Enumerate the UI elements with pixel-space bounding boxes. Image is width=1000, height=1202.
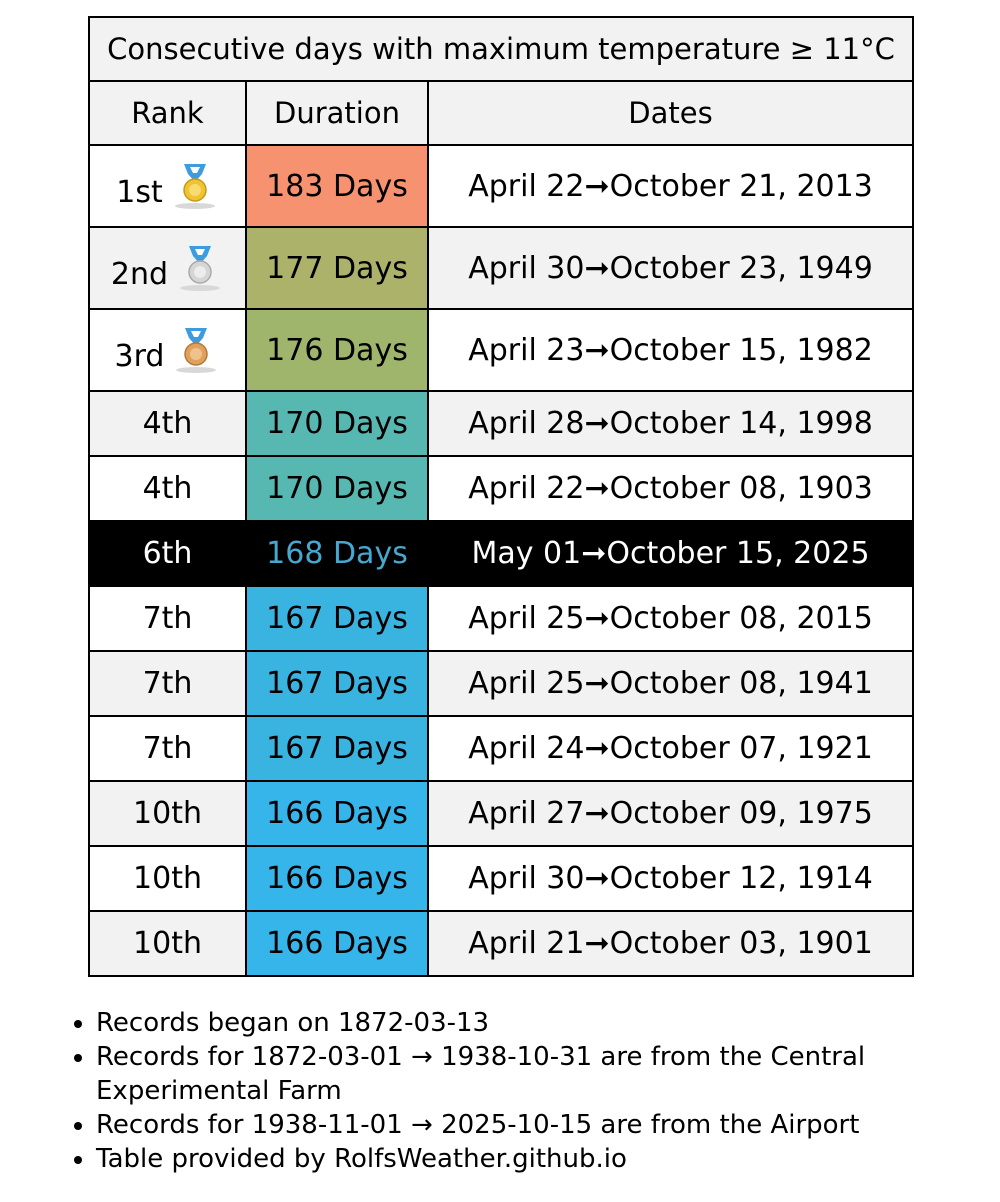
dates-cell: April 22➞October 21, 2013 <box>428 145 913 227</box>
duration-cell: 166 Days <box>246 911 428 976</box>
dates-cell: April 21➞October 03, 1901 <box>428 911 913 976</box>
duration-cell: 167 Days <box>246 651 428 716</box>
table-row <box>89 846 913 911</box>
rank-cell: 6th <box>89 521 246 586</box>
duration-cell: 167 Days <box>246 586 428 651</box>
duration-cell: 168 Days <box>246 521 428 586</box>
note-item: • Table provided by RolfsWeather.github.io <box>96 1142 956 1176</box>
rank-cell: 10th <box>89 781 246 846</box>
duration-cell: 167 Days <box>246 716 428 781</box>
dates-header: Dates <box>428 81 913 145</box>
dates-cell: April 25➞October 08, 2015 <box>428 586 913 651</box>
table-row <box>89 716 913 781</box>
dates-cell: May 01➞October 15, 2025 <box>428 521 913 586</box>
dates-cell: April 24➞October 07, 1921 <box>428 716 913 781</box>
gold-medal-icon <box>171 160 219 212</box>
note-item: • Records began on 1872-03-13 <box>96 1006 956 1040</box>
duration-cell: 177 Days <box>246 227 428 309</box>
rank-cell: 10th <box>89 911 246 976</box>
table-title: Consecutive days with maximum temperature ≥ 11°C <box>89 17 913 81</box>
rank-cell <box>89 145 246 227</box>
rank-cell: 7th <box>89 586 246 651</box>
dates-cell: April 22➞October 08, 1903 <box>428 456 913 521</box>
note-item: • Records for 1938-11-01 → 2025-10-15 are from the Airport <box>96 1108 956 1142</box>
rank-label: 1st <box>116 175 163 210</box>
duration-cell: 170 Days <box>246 456 428 521</box>
table-row-current <box>89 521 913 586</box>
table-row <box>89 145 913 227</box>
table-row <box>89 586 913 651</box>
rank-cell: 10th <box>89 846 246 911</box>
dates-cell: April 25➞October 08, 1941 <box>428 651 913 716</box>
rank-cell <box>89 227 246 309</box>
table-row <box>89 911 913 976</box>
dates-cell: April 28➞October 14, 1998 <box>428 391 913 456</box>
table-row <box>89 456 913 521</box>
silver-medal-icon <box>176 242 224 294</box>
rank-cell: 4th <box>89 391 246 456</box>
rank-label: 3rd <box>114 339 165 374</box>
rank-cell: 7th <box>89 651 246 716</box>
table-row <box>89 309 913 391</box>
dates-cell: April 30➞October 12, 1914 <box>428 846 913 911</box>
duration-header: Duration <box>246 81 428 145</box>
bronze-medal-icon <box>172 324 220 376</box>
rank-label: 2nd <box>110 257 169 292</box>
duration-cell: 166 Days <box>246 846 428 911</box>
notes-list <box>52 1006 956 1176</box>
rank-with-medal <box>111 242 224 294</box>
rank-cell: 7th <box>89 716 246 781</box>
duration-cell: 176 Days <box>246 309 428 391</box>
dates-cell: April 30➞October 23, 1949 <box>428 227 913 309</box>
duration-cell: 170 Days <box>246 391 428 456</box>
duration-cell: 183 Days <box>246 145 428 227</box>
table-row <box>89 651 913 716</box>
duration-cell: 166 Days <box>246 781 428 846</box>
rank-cell <box>89 309 246 391</box>
dates-cell: April 23➞October 15, 1982 <box>428 309 913 391</box>
note-item: • Records for 1872-03-01 → 1938-10-31 are from the Central Experimental Farm <box>96 1040 956 1108</box>
rank-header: Rank <box>89 81 246 145</box>
table-row <box>89 781 913 846</box>
records-table <box>88 16 914 977</box>
dates-cell: April 27➞October 09, 1975 <box>428 781 913 846</box>
rank-with-medal <box>116 160 218 212</box>
table-row <box>89 227 913 309</box>
rank-with-medal <box>115 324 221 376</box>
rank-cell: 4th <box>89 456 246 521</box>
table-body <box>89 145 913 976</box>
table-row <box>89 391 913 456</box>
